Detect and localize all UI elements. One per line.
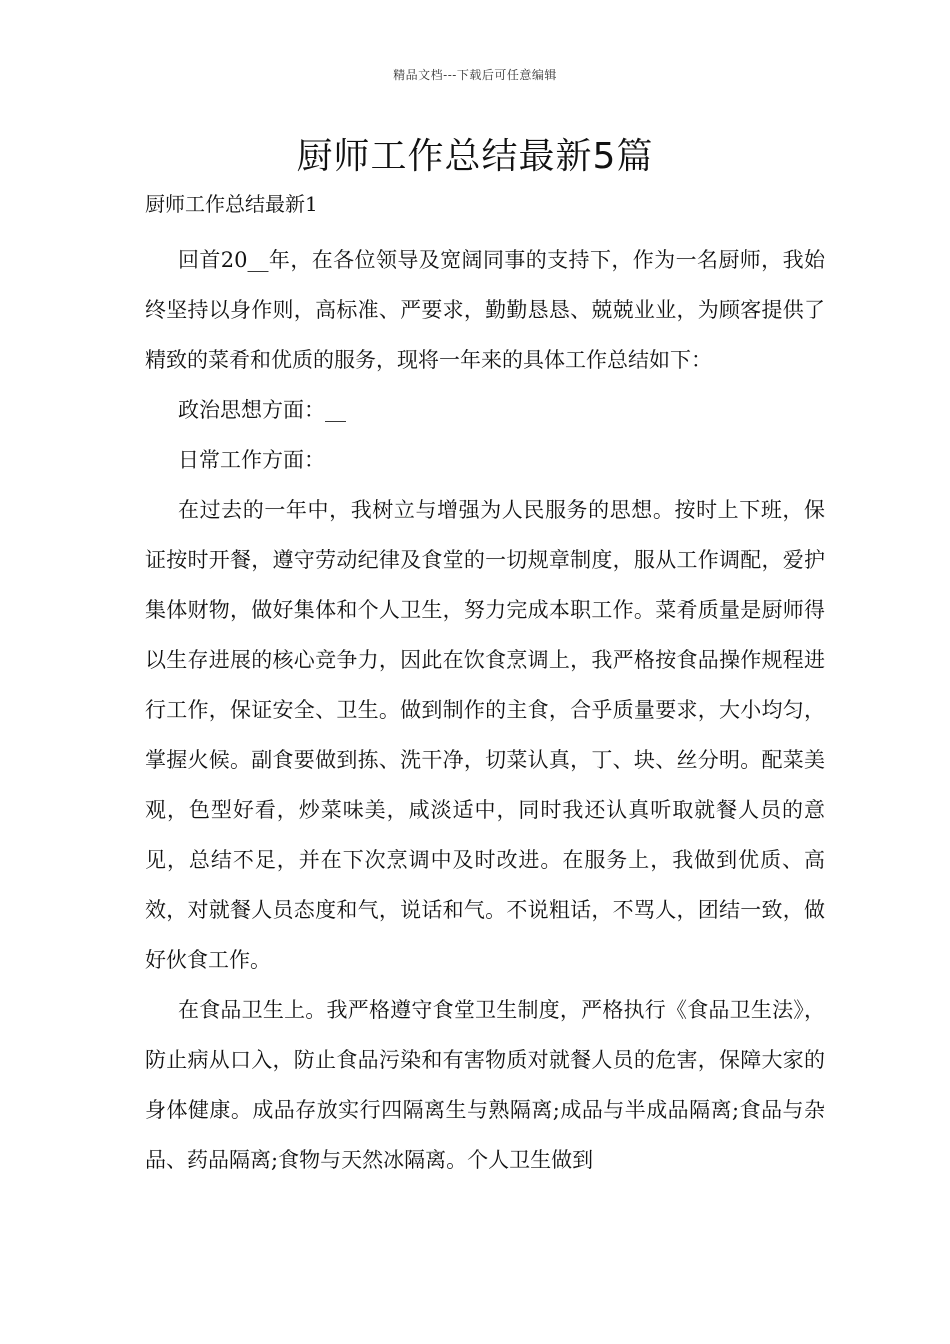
- paragraph-political: 政治思想方面：__: [178, 398, 346, 422]
- header-note: 精品文档---下载后可任意编辑: [393, 68, 557, 82]
- paragraph-food-hygiene: 在食品卫生上。我严格遵守食堂卫生制度，严格执行《食品卫生法》，防止病从口入，防止食品污染和有害物质对就餐人员的危害，保障大家的身体健康。成品存放实行四隔离生与熟隔离;成品与半成品隔离;食品与杂品、药品隔离;食物与天然冰隔离。个人卫生做到: [145, 998, 825, 1172]
- body-text: [145, 235, 825, 1185]
- section-heading: 厨师工作总结最新1: [145, 192, 318, 216]
- paragraph-daily-work: 在过去的一年中，我树立与增强为人民服务的思想。按时上下班，保证按时开餐，遵守劳动纪律及食堂的一切规章制度，服从工作调配，爱护集体财物，做好集体和个人卫生，努力完成本职工作。菜肴质量是厨师得以生存进展的核心竞争力，因此在饮食烹调上，我严格按食品操作规程进行工作，保证安全、卫生。做到制作的主食，合乎质量要求，大小均匀，掌握火候。副食要做到拣、洗干净，切菜认真，丁、块、丝分明。配菜美观，色型好看，炒菜味美，咸淡适中，同时我还认真听取就餐人员的意见，总结不足，并在下次烹调中及时改进。在服务上，我做到优质、高效，对就餐人员态度和气，说话和气。不说粗话，不骂人，团结一致，做好伙食工作。: [145, 498, 825, 972]
- paragraph-daily-heading: 日常工作方面：: [178, 448, 325, 472]
- page-title: 厨师工作总结最新5篇: [296, 136, 654, 177]
- paragraph-intro: 回首20__年，在各位领导及宽阔同事的支持下，作为一名厨师，我始终坚持以身作则，高标准、严要求，勤勤恳恳、兢兢业业，为顾客提供了精致的菜肴和优质的服务，现将一年来的具体工作总结如下：: [145, 248, 825, 372]
